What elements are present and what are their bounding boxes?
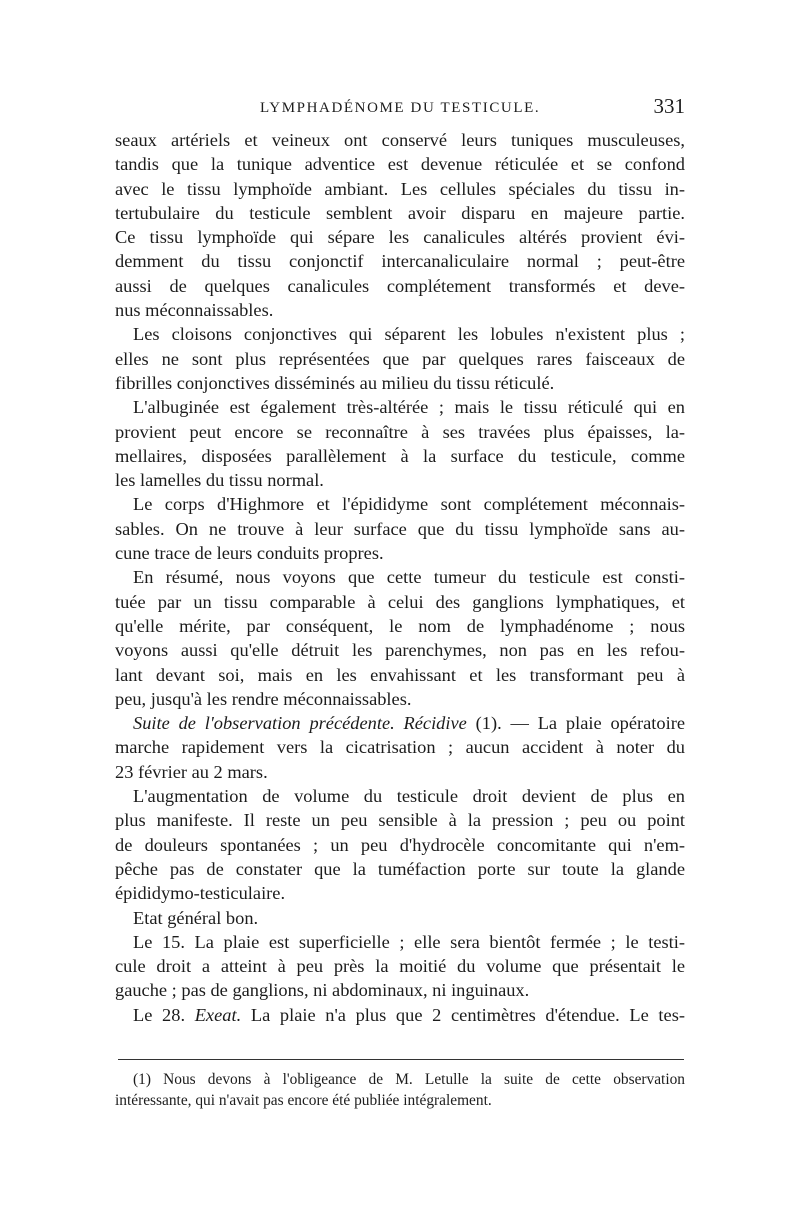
text-line xyxy=(115,590,685,614)
text-line xyxy=(115,638,685,662)
text-line xyxy=(115,1003,685,1027)
text-line xyxy=(115,954,685,978)
text-line xyxy=(115,517,685,541)
text-line xyxy=(115,201,685,225)
text-run: mellaires, disposées parallèlement à la surface du testicule, comme xyxy=(115,445,685,466)
text-run: peu, jusqu'à les rendre méconnaissables. xyxy=(115,688,412,709)
text-line xyxy=(115,468,685,492)
text-line xyxy=(115,857,685,881)
text-line xyxy=(115,735,685,759)
text-run: (1) Nous devons à l'obligeance de M. Letulle la suite de cette observation xyxy=(133,1071,685,1088)
text-run: Ce tissu lymphoïde qui sépare les canalicules altérés provient évi- xyxy=(115,227,685,248)
text-line xyxy=(115,128,685,152)
text-line xyxy=(115,687,685,711)
text-run: cule droit a atteint à peu près la moitié du volume que présentait le xyxy=(115,956,685,977)
italic-text: Suite de l'observation précédente. Récidive xyxy=(133,713,467,734)
text-run: Le corps d'Highmore et l'épididyme sont complétement méconnais- xyxy=(133,494,685,515)
text-run: sables. On ne trouve à leur surface que du tissu lymphoïde sans au- xyxy=(115,518,685,539)
text-line xyxy=(115,663,685,687)
text-line xyxy=(115,347,685,371)
text-line xyxy=(115,395,685,419)
text-line xyxy=(115,444,685,468)
text-run: aussi de quelques canalicules complétement transformés et deve- xyxy=(115,275,685,296)
text-run: tertubulaire du testicule semblent avoir disparu en majeure partie. xyxy=(115,202,685,223)
text-run: les lamelles du tissu normal. xyxy=(115,470,324,491)
text-run: cune trace de leurs conduits propres. xyxy=(115,543,384,564)
text-line xyxy=(115,152,685,176)
text-run: gauche ; pas de ganglions, ni abdominaux, ni inguinaux. xyxy=(115,980,530,1001)
page-number: 331 xyxy=(653,94,685,118)
body-text xyxy=(115,128,685,1027)
footnote-rule xyxy=(118,1059,684,1060)
text-run: tuée par un tissu comparable à celui des ganglions lymphatiques, et xyxy=(115,591,685,612)
text-line xyxy=(115,808,685,832)
text-run: qu'elle mérite, par conséquent, le nom de lymphadénome ; nous xyxy=(115,615,685,636)
running-title: LYMPHADÉNOME DU TESTICULE. xyxy=(260,100,541,116)
text-line xyxy=(115,930,685,954)
text-run: La plaie n'a plus que 2 centimètres d'étendue. Le tes- xyxy=(241,1004,685,1025)
text-run: seaux artériels et veineux ont conservé leurs tuniques musculeuses, xyxy=(115,130,685,150)
footnote-line xyxy=(115,1091,685,1112)
text-line xyxy=(115,298,685,322)
text-line xyxy=(115,177,685,201)
text-run: plus manifeste. Il reste un peu sensible à la pression ; peu ou point xyxy=(115,810,685,831)
text-run: intéressante, qui n'avait pas encore été publiée intégralement. xyxy=(115,1091,492,1109)
text-line xyxy=(115,784,685,808)
text-run: Le 15. La plaie est superficielle ; elle sera bientôt fermée ; le testi- xyxy=(133,931,685,952)
text-run: Les cloisons conjonctives qui séparent les lobules n'existent plus ; xyxy=(133,324,685,345)
text-line xyxy=(115,906,685,930)
text-run: voyons aussi qu'elle détruit les parenchymes, non pas en les refou- xyxy=(115,640,685,661)
text-line xyxy=(115,978,685,1002)
text-line xyxy=(115,225,685,249)
text-line xyxy=(115,249,685,273)
text-line xyxy=(115,274,685,298)
page-header xyxy=(115,94,685,126)
text-run: lant devant soi, mais en les envahissant et les transformant peu à xyxy=(115,664,685,685)
text-run: En résumé, nous voyons que cette tumeur du testicule est consti- xyxy=(133,567,685,588)
text-line xyxy=(115,833,685,857)
text-run: de douleurs spontanées ; un peu d'hydrocèle concomitante qui n'em- xyxy=(115,834,685,855)
text-run: fibrilles conjonctives disséminés au milieu du tissu réticulé. xyxy=(115,372,555,393)
footnotes xyxy=(115,1070,685,1111)
text-run: (1). — La plaie opératoire xyxy=(466,713,685,734)
text-run: Etat général bon. xyxy=(133,907,259,928)
text-line xyxy=(115,420,685,444)
text-run: 23 février au 2 mars. xyxy=(115,761,268,782)
text-run: L'albuginée est également très-altérée ; mais le tissu réticulé qui en xyxy=(133,397,685,418)
text-run: marche rapidement vers la cicatrisation ; aucun accident à noter du xyxy=(115,737,685,758)
text-run: Le 28. xyxy=(133,1004,195,1025)
text-run: nus méconnaissables. xyxy=(115,300,274,321)
text-line xyxy=(115,322,685,346)
text-run: avec le tissu lymphoïde ambiant. Les cellules spéciales du tissu in- xyxy=(115,178,685,199)
footnote-line xyxy=(115,1070,685,1091)
text-run: L'augmentation de volume du testicule droit devient de plus en xyxy=(133,786,685,807)
text-line xyxy=(115,881,685,905)
italic-text: Exeat. xyxy=(194,1004,242,1025)
text-line xyxy=(115,565,685,589)
text-run: elles ne sont plus représentées que par quelques rares faisceaux de xyxy=(115,348,685,369)
text-run: épididymo-testiculaire. xyxy=(115,883,286,904)
text-line xyxy=(115,760,685,784)
text-run: tandis que la tunique adventice est devenue réticulée et se confond xyxy=(115,154,685,175)
text-line xyxy=(115,614,685,638)
text-line xyxy=(115,371,685,395)
text-run: demment du tissu conjonctif intercanaliculaire normal ; peut-être xyxy=(115,251,685,272)
text-line xyxy=(115,711,685,735)
text-line xyxy=(115,541,685,565)
text-run: provient peut encore se reconnaître à ses travées plus épaisses, la- xyxy=(115,421,685,442)
text-line xyxy=(115,492,685,516)
text-run: pêche pas de constater que la tuméfaction porte sur toute la glande xyxy=(115,858,685,879)
